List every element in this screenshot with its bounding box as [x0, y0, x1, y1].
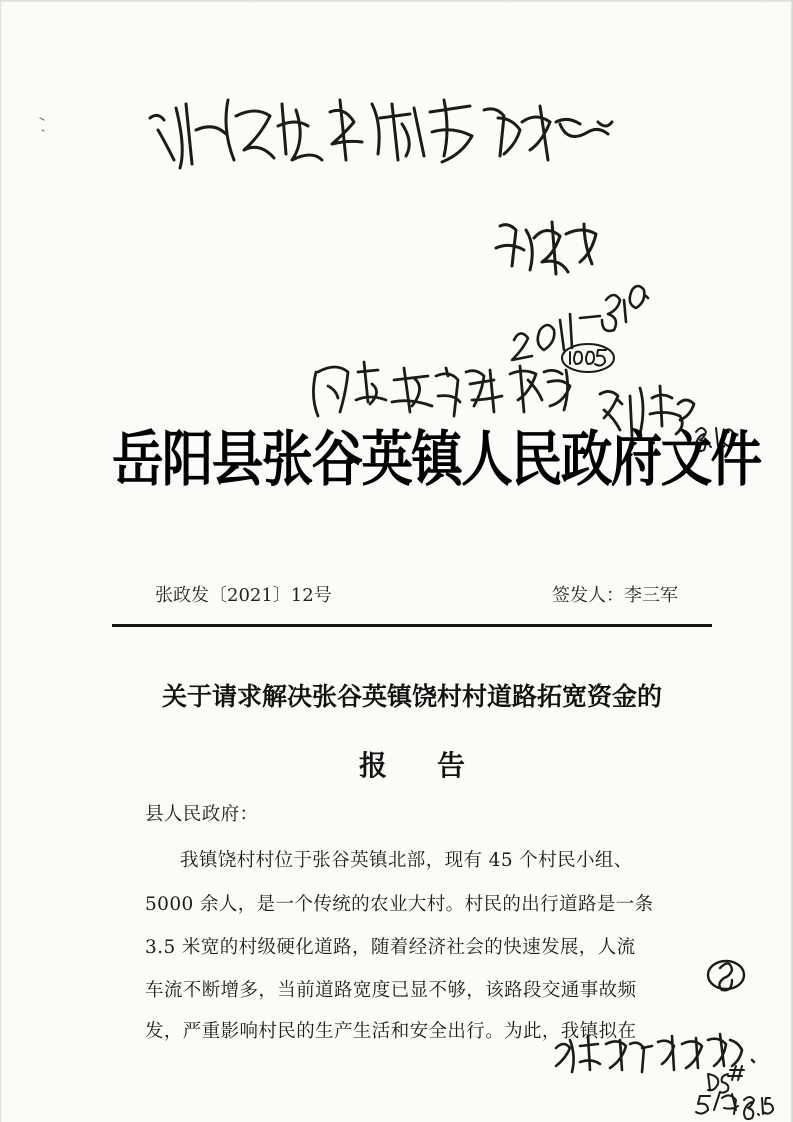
body-line-3: 3.5 米宽的村级硬化道路，随着经济社会的快速发展，人流 — [145, 937, 636, 958]
handwritten-bottom-code — [708, 1066, 744, 1093]
scan-stray-marks — [40, 118, 44, 131]
body-line-5: 发，严重影响村民的生产生活和安全出行。为此，我镇拟在 — [145, 1021, 637, 1042]
body-line-1: 我镇饶村村位于张谷英镇北部，现有 45 个村民小组、 — [180, 850, 633, 871]
document-title-line-2: 报告 — [358, 749, 515, 782]
handwritten-circled-mark — [708, 961, 744, 990]
body-line-4: 车流不断增多，当前道路宽度已显不够，该路段交通事故频 — [145, 980, 637, 1001]
handwritten-instruction-2 — [313, 362, 570, 416]
handwritten-bottom-date — [696, 1092, 773, 1119]
document-number: 张政发〔2021〕12号 — [155, 585, 332, 606]
document-masthead: 岳阳县张谷英镇人民政府文件 — [112, 425, 761, 495]
document-addressee: 县人民政府： — [145, 804, 259, 825]
handwritten-circled-note — [562, 344, 614, 372]
handwritten-signature-1 — [496, 222, 596, 274]
document-issuer: 签发人：李三军 — [552, 585, 678, 606]
handwritten-date-1 — [512, 286, 648, 360]
header-divider — [112, 624, 712, 627]
body-line-2: 5000 余人，是一个传统的农业大村。村民的出行道路是一条 — [145, 894, 654, 915]
handwritten-instruction — [150, 100, 612, 168]
document-title-line-1: 关于请求解决张谷英镇饶村村道路拓宽资金的 — [161, 682, 662, 711]
